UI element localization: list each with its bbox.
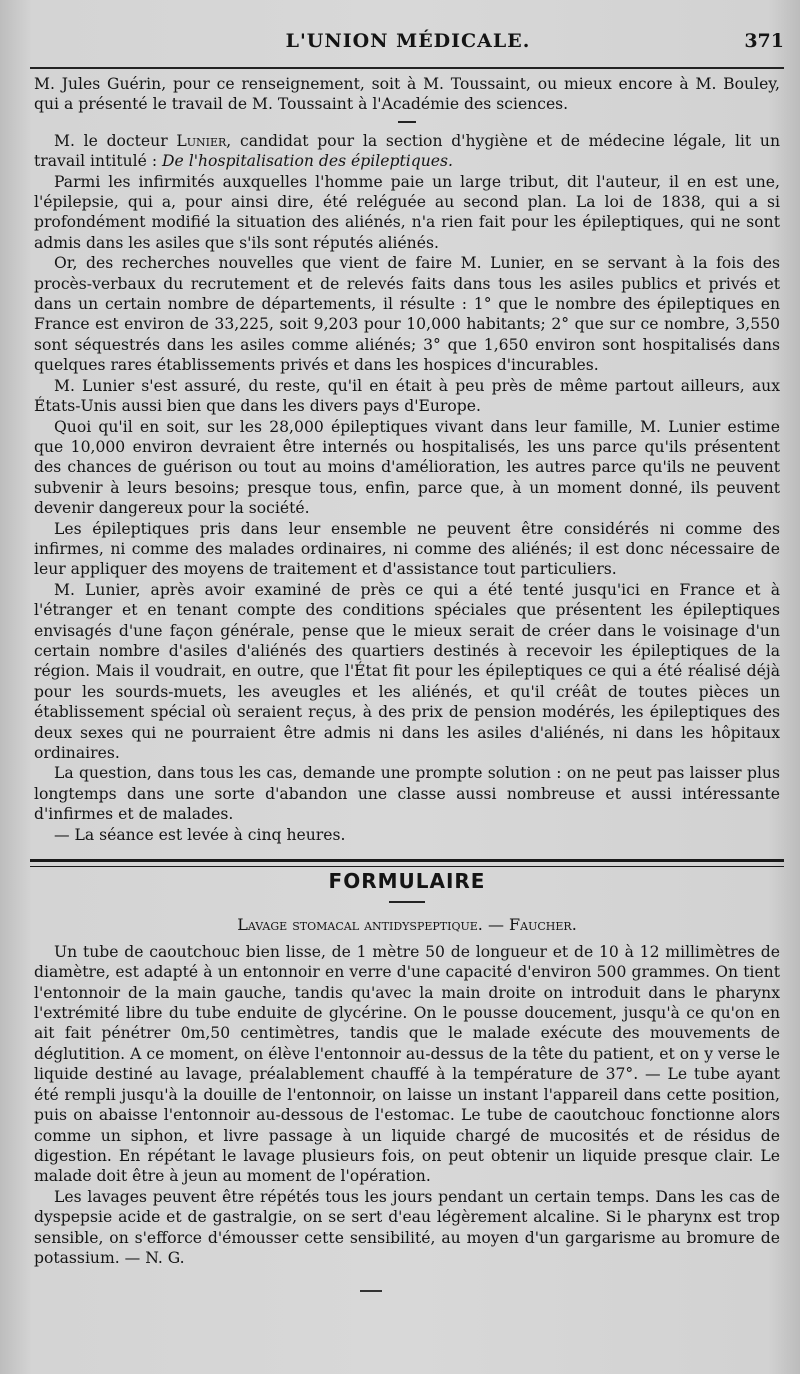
paragraph-proposal: M. Lunier, après avoir examiné de près ce qui a été tenté jusqu'ici en France et à l'étranger et en tenant compte des conditions spéciales que présentent les épileptiques envisagés d'une façon générale, pense que le mieux serait de créer dans le voisinage d'un certain nombre d'asiles d'aliénés des quartiers destinés à recevoir les épileptiques de la région. Mais il voudrait, en outre, que l'État fit pour les épileptiques ce qui a été réalisé déjà pour les sourds-muets, les aveugles et les aliénés, et qu'il créât de toutes pièces un établissement spécial où seraient reçus, à des prix de pension modérés, les épileptiques des deux sexes qui ne pourraient être admis ni dans les asiles d'aliénés, ni dans les hôpitaux ordinaires. <box>34 580 780 762</box>
paragraph-abroad: M. Lunier s'est assuré, du reste, qu'il en était à peu près de même partout ailleurs, aux États-Unis aussi bien que dans les divers pays d'Europe. <box>34 376 780 416</box>
footer-dash <box>360 1290 382 1292</box>
running-title: L'UNION MÉDICALE. <box>285 30 531 52</box>
author-name: Lunier <box>176 131 227 150</box>
section-title-formulaire: FORMULAIRE <box>328 869 486 894</box>
paragraph-considered: Les épileptiques pris dans leur ensemble ne peuvent être considérés ni comme des infirmes, ni comme des malades ordinaires, ni comme des aliénés; il est donc nécessaire de leur appliquer des moyens de traitement et d'assistance tout particuliers. <box>34 519 780 579</box>
paragraph-recipe-notes: Les lavages peuvent être répétés tous les jours pendant un certain temps. Dans les cas de dyspepsie acide et de gastralgie, on se sert d'eau légèrement alcaline. Si le pharynx est trop sensible, on s'efforce d'émousser cette sensibilité, au moyen d'un gargarisme au bromure de potassium. — N. G. <box>34 1187 780 1267</box>
separator-dash <box>389 901 425 903</box>
recipe-title: Lavage stomacal antidyspeptique. — Faucher. <box>237 915 577 935</box>
paragraph-recipe-procedure: Un tube de caoutchouc bien lisse, de 1 mètre 50 de longueur et de 10 à 12 millimètres de diamètre, est adapté à un entonnoir en verre d'une capacité d'environ 500 grammes. On tient l'entonnoir de la main gauche, tandis qu'avec la main droite on introduit dans le pharynx l'extrémité libre du tube enduite de glycérine. On le pousse doucement, jusqu'à ce qu'on en ait fait pénétrer 0m,50 centimètres, tandis que le malade exécute des mouvements de déglutition. A ce moment, on élève l'entonnoir au-dessus de la tête du patient, et on y verse le liquide destiné au lavage, préalablement chauffé à la température de 37°. — Le tube ayant été rempli jusqu'à la douille de l'entonnoir, on laisse un instant l'appareil dans cette position, puis on abaisse l'entonnoir au-dessous de l'estomac. Le tube de caoutchouc fonctionne alors comme un siphon, et livre passage à un liquide chargé de mucosités et de résidus de digestion. En répétant le lavage plusieurs fois, on peut obtenir un liquide presque clair. Le malade doit être à jeun au moment de l'opération. <box>34 942 780 1186</box>
paragraph-question: La question, dans tous les cas, demande une prompte solution : on ne peut pas laisser plus longtemps dans une sorte d'abandon une classe aussi nombreuse et aussi intéressante d'infirmes et de malades. <box>34 764 780 824</box>
paragraph-guerin: M. Jules Guérin, pour ce renseignement, soit à M. Toussaint, ou mieux encore à M. Bouley, qui a présenté le travail de M. Toussaint à l'Académie des sciences. <box>34 75 780 114</box>
separator-dash <box>398 121 416 123</box>
paragraph-lunier-intro <box>34 131 780 172</box>
paragraph-families: Quoi qu'il en soit, sur les 28,000 épileptiques vivant dans leur famille, M. Lunier estime que 10,000 environ devraient être internés ou hospitalisés, les uns parce qu'ils présentent des chances de guérison ou tout au moins d'amélioration, les autres parce qu'ils ne peuvent subvenir à leurs besoins; presque tous, enfin, parce que, à un moment donné, ils peuvent devenir dangereux pour la société. <box>34 417 780 518</box>
paragraph-research: Or, des recherches nouvelles que vient de faire M. Lunier, en se servant à la fois des procès-verbaux du recrutement et de relevés faits dans tous les asiles publics et privés et dans un certain nombre de départements, il résulte : 1° que le nombre des épileptiques en France est environ de 33,225, soit 9,203 pour 10,000 habitants; 2° que sur ce nombre, 3,550 sont séquestrés dans les asiles comme aliénés; 3° que 1,650 environ sont hospitalisés dans quelques rares établissements privés et dans les hospices d'incurables. <box>34 254 780 375</box>
page-number: 371 <box>744 30 784 52</box>
lunier-prefix: M. le docteur <box>54 131 177 150</box>
header-rule <box>30 67 784 69</box>
session-closing: — La séance est levée à cinq heures. <box>54 825 346 844</box>
lunier-middle: , candidat pour la section d'hygiène et de médecine légale, lit un travail intitulé : <box>34 131 780 171</box>
paragraph-infirmities: Parmi les infirmités auxquelles l'homme paie un large tribut, dit l'auteur, il en est une, l'épilepsie, qui a, pour ainsi dire, été reléguée au second plan. La loi de 1838, qui a si profondément modifié la situation des aliénés, n'a rien fait pour les épileptiques, qui ne sont admis dans les asiles que s'ils sont réputés aliénés. <box>34 172 780 252</box>
body-text <box>34 74 780 1268</box>
section-double-rule <box>30 859 784 867</box>
work-title: De l'hospitalisation des épileptiques. <box>162 152 453 171</box>
page-header <box>32 30 784 60</box>
